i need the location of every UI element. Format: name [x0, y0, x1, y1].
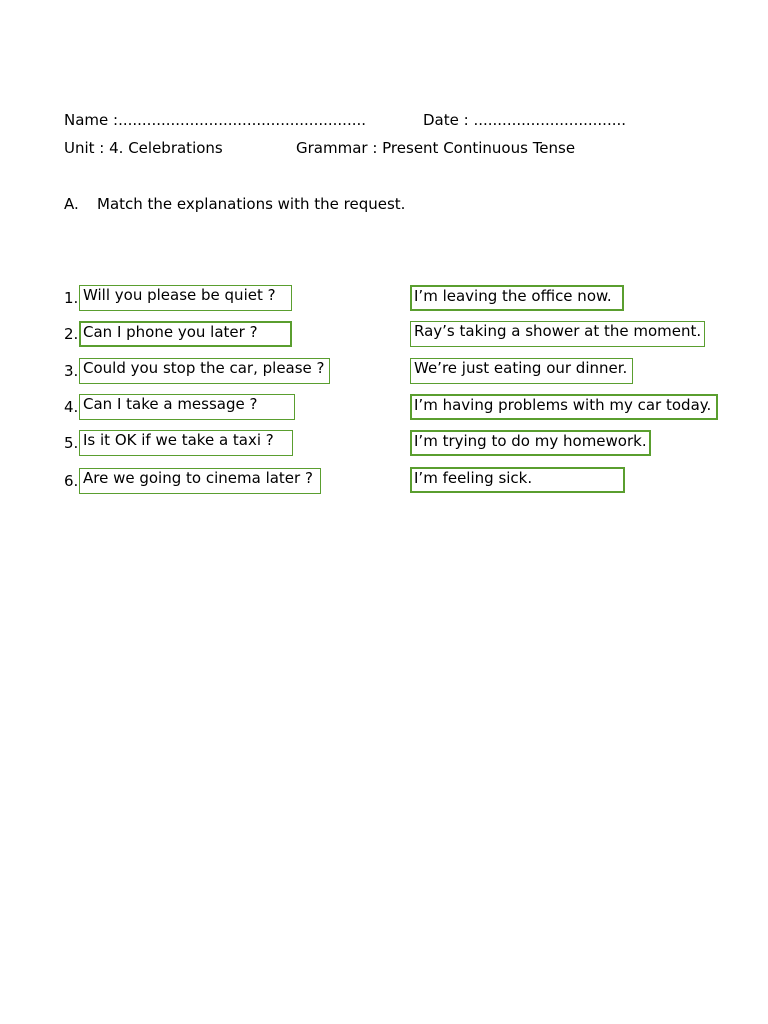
- grammar-label: Grammar : Present Continuous Tense: [296, 139, 576, 157]
- request-text: Are we going to cinema later ?: [83, 469, 313, 487]
- request-box: [79, 394, 295, 420]
- section-marker: A.: [64, 195, 79, 213]
- request-box: [79, 358, 330, 384]
- request-number: 2.: [64, 325, 79, 343]
- request-text: Can I take a message ?: [83, 395, 258, 413]
- unit-label: Unit : 4. Celebrations: [64, 139, 223, 157]
- explanation-box: [410, 358, 633, 384]
- section-instruction: Match the explanations with the request.: [97, 195, 406, 213]
- name-field-label: Name :....................................................: [64, 111, 367, 129]
- explanation-text: I’m feeling sick.: [414, 469, 533, 487]
- date-field-label: Date : ................................: [423, 111, 627, 129]
- request-text: Is it OK if we take a taxi ?: [83, 431, 274, 449]
- request-box: [79, 285, 292, 311]
- request-number: 1.: [64, 289, 79, 307]
- request-number: 3.: [64, 362, 79, 380]
- explanation-box: [410, 430, 651, 456]
- explanation-text: I’m having problems with my car today.: [414, 396, 712, 414]
- request-text: Could you stop the car, please ?: [83, 359, 325, 377]
- explanation-text: I’m trying to do my homework.: [414, 432, 647, 450]
- request-text: Can I phone you later ?: [83, 323, 258, 341]
- request-number: 4.: [64, 398, 79, 416]
- explanation-box: [410, 467, 625, 493]
- request-box: [79, 430, 293, 456]
- request-number: 5.: [64, 434, 79, 452]
- request-box: [79, 468, 321, 494]
- explanation-box: [410, 285, 624, 311]
- explanation-text: Ray’s taking a shower at the moment.: [414, 322, 702, 340]
- request-box: [79, 321, 292, 347]
- request-text: Will you please be quiet ?: [83, 286, 276, 304]
- explanation-text: I’m leaving the office now.: [414, 287, 612, 305]
- explanation-box: [410, 394, 718, 420]
- explanation-box: [410, 321, 705, 347]
- request-number: 6.: [64, 472, 79, 490]
- explanation-text: We’re just eating our dinner.: [414, 359, 628, 377]
